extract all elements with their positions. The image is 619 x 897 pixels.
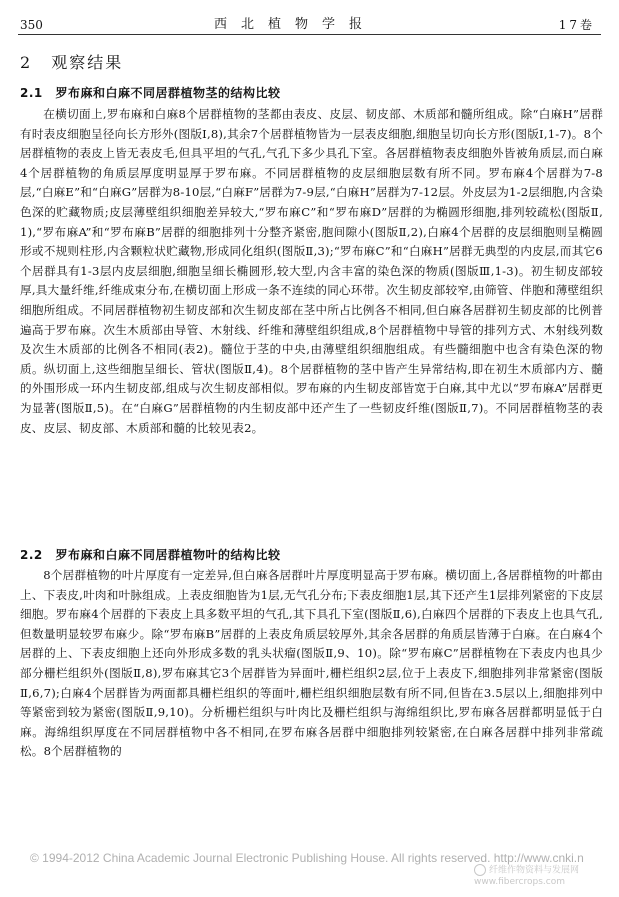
section-title: 观察结果 [51,53,124,72]
running-header [18,14,601,35]
page-number: 350 [20,18,43,32]
subsection-heading-leaf [20,546,280,563]
subsection-heading-stem [20,84,280,101]
leaf-logo-icon [474,864,486,876]
volume-label: 17卷 [558,18,595,32]
watermark-line1: 纤维作物资料与发展网 [489,865,580,876]
subsection-number: 2.2 [20,548,43,562]
subsection-number: 2.1 [20,86,43,100]
subsection-title: 罗布麻和白麻不同居群植物茎的结构比较 [55,86,281,100]
journal-title: 西北植物学报 [214,17,377,32]
site-watermark [474,864,614,888]
subsection-title: 罗布麻和白麻不同居群植物叶的结构比较 [55,548,281,562]
copyright-footer: © 1994-2012 China Academic Journal Electronic Publishing House. All rights reserved. http://www.cnki.n [30,851,584,865]
section-number: 2 [20,53,33,72]
paragraph-leaf-structure: 8个居群植物的叶片厚度有一定差异,但白麻各居群叶片厚度明显高于罗布麻。横切面上,各居群植物的叶都由上、下表皮,叶肉和叶脉组成。上表皮细胞皆为1层,无气孔分布;下表皮细胞1层,其下还产生1层排列紧密的下皮层细胞。罗布麻4个居群的下表皮上具多数平坦的气孔,其下具孔下室(图版Ⅱ,6),白麻四个居群的下表皮上也具气孔,但数量明显较罗布麻少。除“罗布麻B”居群的上表皮角质层较厚外,其余各居群的角质层皆薄于白麻。在白麻4个居群的上、下表皮细胞上还向外形成多数的乳头状瘤(图版Ⅱ,9、10)。除“罗布麻C”居群植物在下表皮内也具少部分栅栏组织外(图版Ⅱ,8),罗布麻其它3个居群皆为异面叶,栅栏组织2层,位于上表皮下,细胞排列非常紧密(图版Ⅱ,6,7);白麻4个居群皆为两面都具栅栏组织的等面叶,栅栏组织细胞层数有所不同,但皆在3.5层以上,细胞排列中等紧密到较为紧密(图版Ⅱ,9,10)。分析栅栏组织与叶肉比及栅栏组织与海绵组织比,罗布麻各居群都明显低于白麻。海绵组织厚度在不同居群植物中各不相同,在罗布麻各居群中细胞排列较紧密,在白麻各居群中排列非常疏松。8个居群植物的 [20,568,603,759]
watermark-line2: www.fibercrops.com [474,876,565,887]
section-heading [20,50,123,73]
paragraph-stem-structure: 在横切面上,罗布麻和白麻8个居群植物的茎都由表皮、皮层、韧皮部、木质部和髓所组成。除“白麻H”居群有时表皮细胞呈径向长方形外(图版Ⅰ,8),其余7个居群植物皆为一层表皮细胞,细胞呈切向长方形(图版Ⅰ,1-7)。8个居群植物的表皮上皆无表皮毛,但具平坦的气孔,气孔下多少具孔下室。各居群植物表皮细胞外皆被角质层,而白麻4个居群植物的角质层厚度明显厚于罗布麻。不同居群植物的皮层细胞层数有所不同。罗布麻4个居群为7-8层,“白麻E”和“白麻G”居群为8-10层,“白麻F”居群为7-9层,“白麻H”居群为7-12层。外皮层为1-2层细胞,内含染色深的贮藏物质;皮层薄壁组织细胞差异较大,“罗布麻C”和“罗布麻D”居群的为椭圆形细胞,排列较疏松(图版Ⅱ,1),“罗布麻A”和“罗布麻B”居群的细胞排列十分整齐紧密,胞间隙小(图版Ⅱ,2),白麻4个居群的皮层细胞则呈椭圆形或不规则柱形,内含颗粒状贮藏物,形成同化组织(图版Ⅱ,3);“罗布麻C”和“白麻H”居群无典型的内皮层,而其它6个居群具有1-3层内皮层细胞,细胞呈细长椭圆形,较大型,内含丰富的染色深的物质(图版Ⅲ,1-3)。初生韧皮部较厚,具大量纤维,纤维成束分布,在横切面上形成一条不连续的同心环带。次生韧皮部较窄,由筛管、伴胞和薄壁组织细胞所组成。不同居群植物初生韧皮部和次生韧皮部在茎中所占比例各不相同,但白麻各居群初生韧皮部的比例普遍高于罗布麻。次生木质部由导管、木射线、纤维和薄壁组织组成,8个居群植物中导管的排列方式、木射线列数及次生木质部的比例各不相同(表2)。髓位于茎的中央,由薄壁组织细胞组成。有些髓细胞中也含有染色深的物质。纵切面上,这些细胞呈细长、管状(图版Ⅱ,4)。8个居群植物的茎中皆产生异常结构,即在初生木质部内方、髓的外围形成一环内生韧皮部,组成与次生韧皮部相似。罗布麻的内生韧皮部皆宽于白麻,其中尤以“罗布麻A”居群更为显著(图版Ⅱ,5)。在“白麻G”居群植物的内生韧皮部中还产生了一些韧皮纤维(图版Ⅱ,7)。不同居群植物茎的表皮、皮层、韧皮部、木质部和髓的比较见表2。 [20,107,603,435]
